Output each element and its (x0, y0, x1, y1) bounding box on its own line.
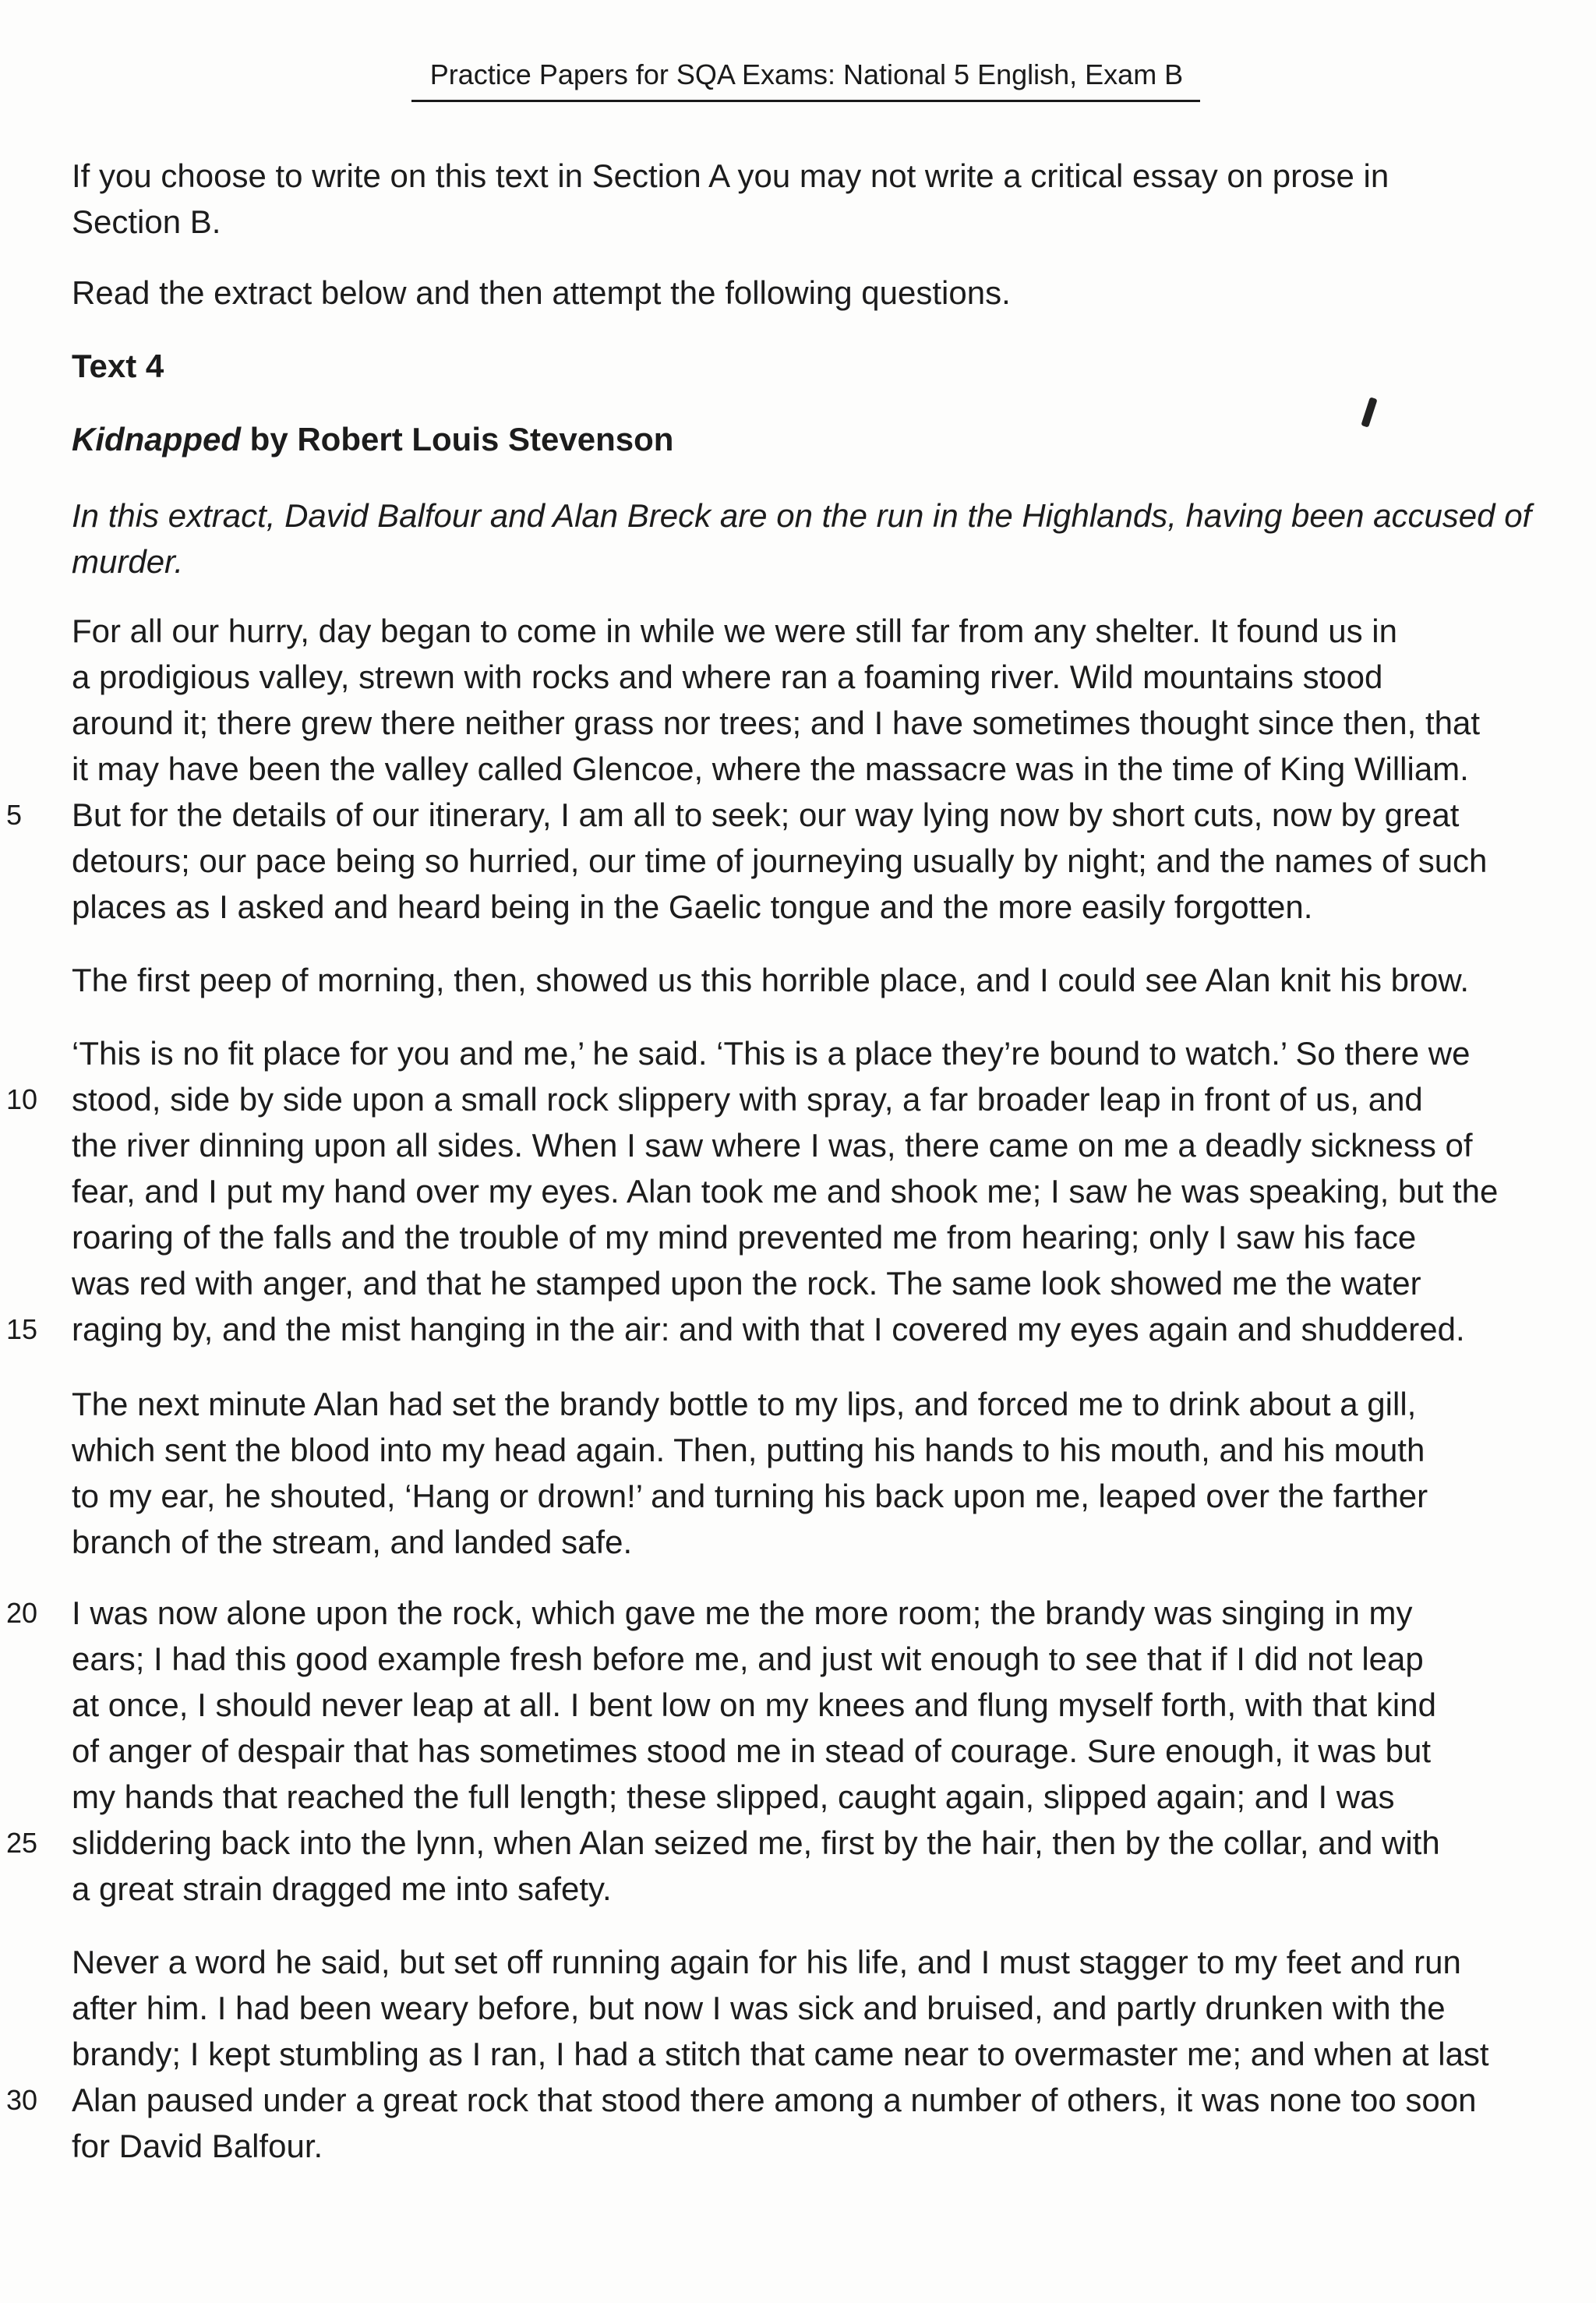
line-text: places as I asked and heard being in the Gaelic tongue and the more easily forgotten. (72, 888, 1313, 925)
text-line (6, 1590, 1521, 1636)
text-line (72, 1866, 1521, 1912)
text-line (72, 1728, 1521, 1774)
line-text: to my ear, he shouted, ‘Hang or drown!’ and turning his back upon me, leaped over the farther (72, 1478, 1428, 1514)
instruction-line: Read the extract below and then attempt the following questions. (72, 274, 1011, 311)
text-line (72, 1682, 1521, 1728)
line-number: 30 (6, 2084, 38, 2116)
text-line (72, 700, 1521, 746)
header-underline (411, 100, 1200, 102)
paragraph (6, 1590, 1521, 1912)
line-text: which sent the blood into my head again. Then, putting his hands to his mouth, and his mouth (72, 1432, 1425, 1468)
line-text: But for the details of our itinerary, I am all to seek; our way lying now by short cuts, now by great (72, 797, 1460, 833)
line-text: around it; there grew there neither grass nor trees; and I have sometimes thought since then, that (72, 705, 1481, 741)
line-text: brandy; I kept stumbling as I ran, I had a stitch that came near to overmaster me; and when at last (72, 2036, 1489, 2072)
line-text: sliddering back into the lynn, when Alan seized me, first by the hair, then by the collar, and with (72, 1824, 1440, 1861)
text-line (72, 2123, 1521, 2169)
line-text: ‘This is no fit place for you and me,’ he said. ‘This is a place they’re bound to watch.’ So there we (72, 1035, 1471, 1072)
book-title: Kidnapped (72, 421, 241, 457)
context-line-1: In this extract, David Balfour and Alan Breck are on the run in the Highlands, having been accused of (72, 497, 1532, 534)
book-heading (72, 416, 1521, 462)
line-text: for David Balfour. (72, 2128, 323, 2164)
paragraph (6, 608, 1521, 930)
text-line (72, 2031, 1521, 2077)
text-line (6, 1820, 1521, 1866)
line-text: at once, I should never leap at all. I bent low on my knees and flung myself forth, with that kind (72, 1687, 1436, 1723)
paragraph (72, 957, 1521, 1003)
line-text: it may have been the valley called Glencoe, where the massacre was in the time of King William. (72, 751, 1469, 787)
text-line (72, 1214, 1521, 1260)
paragraph (6, 1939, 1521, 2169)
page-header: Practice Papers for SQA Exams: National 5 English, Exam B (429, 58, 1184, 90)
text-line (6, 1306, 1521, 1352)
line-text: detours; our pace being so hurried, our time of journeying usually by night; and the names of such (72, 842, 1488, 879)
line-number: 5 (6, 799, 23, 831)
line-text: was red with anger, and that he stamped upon the rock. The same look showed me the water (72, 1265, 1421, 1302)
text-line (6, 2077, 1521, 2123)
line-text: a prodigious valley, strewn with rocks and where ran a foaming river. Wild mountains stood (72, 659, 1383, 695)
line-text: Never a word he said, but set off running again for his life, and I must stagger to my feet and run (72, 1944, 1461, 1980)
line-text: ears; I had this good example fresh before me, and just wit enough to see that if I did not leap (72, 1641, 1424, 1677)
line-text: Alan paused under a great rock that stood there among a number of others, it was none too soon (72, 2082, 1477, 2118)
text-line (72, 608, 1521, 654)
text-line (72, 1260, 1521, 1306)
instruction (72, 270, 1521, 316)
text-line (72, 884, 1521, 930)
line-text: For all our hurry, day began to come in while we were still far from any shelter. It found us in (72, 613, 1397, 649)
text-line (72, 957, 1521, 1003)
line-text: after him. I had been weary before, but now I was sick and bruised, and partly drunken with the (72, 1990, 1446, 2026)
line-text: the river dinning upon all sides. When I saw where I was, there came on me a deadly sickness of (72, 1127, 1473, 1164)
text-line (72, 1381, 1521, 1427)
text-line (72, 1427, 1521, 1473)
line-text: raging by, and the mist hanging in the air: and with that I covered my eyes again and shuddered. (72, 1311, 1465, 1348)
line-text: branch of the stream, and landed safe. (72, 1524, 633, 1560)
line-text: of anger of despair that has sometimes stood me in stead of courage. Sure enough, it was but (72, 1733, 1432, 1769)
text-line (72, 654, 1521, 700)
intro-section (72, 153, 1521, 245)
line-text: a great strain dragged me into safety. (72, 1870, 612, 1907)
line-text: The next minute Alan had set the brandy bottle to my lips, and forced me to drink about a gill, (72, 1386, 1417, 1422)
context-line-2: murder. (72, 543, 184, 580)
paragraph (6, 1030, 1521, 1352)
book-author: by Robert Louis Stevenson (249, 421, 674, 457)
line-number: 10 (6, 1083, 38, 1115)
text-line (72, 838, 1521, 884)
text-line (72, 1939, 1521, 1985)
text-line (72, 1473, 1521, 1519)
paragraph (72, 1381, 1521, 1565)
text-line (6, 792, 1521, 838)
text-line (72, 1122, 1521, 1168)
text-line (72, 1774, 1521, 1820)
text-line (72, 1985, 1521, 2031)
intro-line-1: If you choose to write on this text in Section A you may not write a critical essay on prose in (72, 157, 1389, 194)
line-number: 15 (6, 1313, 38, 1345)
line-number: 25 (6, 1827, 38, 1859)
context-note (72, 493, 1532, 585)
line-text: roaring of the falls and the trouble of my mind prevented me from hearing; only I saw his face (72, 1219, 1417, 1256)
text-line (72, 746, 1521, 792)
line-number: 20 (6, 1597, 38, 1629)
line-text: The first peep of morning, then, showed us this horrible place, and I could see Alan knit his brow. (72, 962, 1470, 998)
line-text: fear, and I put my hand over my eyes. Alan took me and shook me; I saw he was speaking, but the (72, 1173, 1499, 1210)
text-line (72, 1168, 1521, 1214)
text-line (72, 1636, 1521, 1682)
line-text: my hands that reached the full length; these slipped, caught again, slipped again; and I was (72, 1778, 1395, 1815)
text-heading: Text 4 (72, 348, 164, 384)
text-line (6, 1076, 1521, 1122)
line-text: stood, side by side upon a small rock slippery with spray, a far broader leap in front of us, and (72, 1081, 1423, 1118)
intro-line-2: Section B. (72, 203, 221, 240)
line-text: I was now alone upon the rock, which gave me the more room; the brandy was singing in my (72, 1595, 1413, 1631)
text-line (72, 1519, 1521, 1565)
text-line (72, 1030, 1521, 1076)
